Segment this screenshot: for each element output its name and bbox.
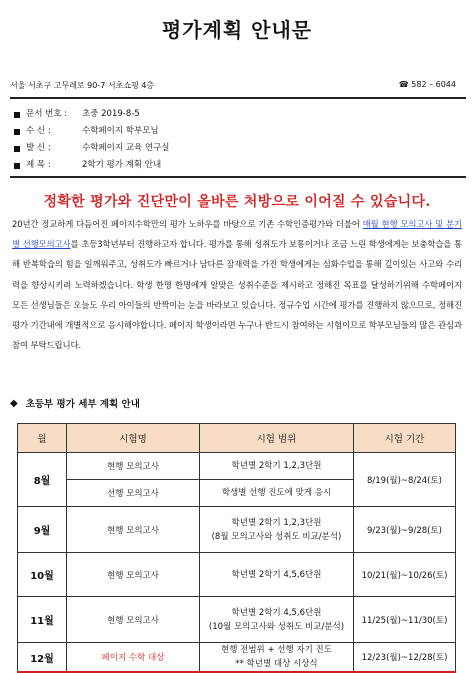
range-line: 학생별 선행 진도에 맞게 응시 [221, 488, 332, 498]
exam-name-cell: 선행 모의고사 [67, 480, 200, 507]
month-cell: 12월 [18, 643, 67, 673]
intro-paragraph [12, 214, 462, 355]
exam-range-cell [200, 480, 354, 507]
headline: 정확한 평가와 진단만이 올바른 처방으로 이어질 수 있습니다. [43, 194, 431, 210]
meta-key: 발 신 : [26, 143, 51, 153]
top-divider [10, 97, 466, 99]
range-line: ** 학년별 대상 시상식 [235, 659, 318, 669]
bullet-square-icon [14, 112, 20, 118]
exam-range-cell [200, 553, 354, 597]
range-line: 학년별 2학기 4,5,6단원 [231, 569, 322, 580]
meta-key: 문서 번호 : [26, 109, 68, 119]
month-cell: 8월 [18, 453, 67, 507]
exam-name-cell: 현행 모의고사 [67, 597, 200, 643]
meta-value: 2학기 평가 계획 안내 [82, 160, 162, 170]
phone-number: ☎ 582 – 6044 [398, 80, 456, 89]
range-line: (8월 모의고사와 성취도 비교/분석) [211, 531, 342, 542]
table-row [18, 507, 456, 553]
range-line: (10월 모의고사와 성취도 비교/분석) [208, 621, 345, 632]
exam-name-cell: 현행 모의고사 [67, 507, 200, 553]
meta-row-subject [14, 157, 170, 174]
header-exam-period: 시험 기간 [354, 424, 456, 453]
paragraph-text-1: 20년간 정교하게 다듬어진 페이지수학만의 평가 노하우를 바탕으로 기존 수학인증평가와 더불어 [12, 219, 363, 229]
exam-range-cell [200, 597, 354, 643]
table-row [18, 453, 456, 480]
meta-divider [10, 176, 466, 178]
month-cell: 10월 [18, 553, 67, 597]
exam-period-cell: 8/19(월)~8/24(토) [354, 453, 456, 507]
exam-range-cell [200, 453, 354, 480]
bullet-square-icon [14, 129, 20, 135]
header-exam-range: 시험 범위 [200, 424, 354, 453]
exam-schedule-link[interactable]: 매월 현행 모의고사 및 분기별 선행모의고사 [12, 219, 462, 250]
address-text: 서울 서초구 고무래로 90-7 서초쇼핑 4층 [10, 81, 155, 90]
meta-row-recipient [14, 123, 170, 140]
address-bar [10, 80, 466, 94]
exam-range-cell [200, 643, 354, 673]
header-month: 월 [18, 424, 67, 453]
range-line: 현행 전범위 + 선행 자기 진도 [221, 645, 332, 655]
table-row [18, 553, 456, 597]
bullet-square-icon [14, 146, 20, 152]
meta-value: 초중 2019-8-5 [82, 109, 140, 119]
exam-schedule-table [17, 423, 456, 673]
range-line: 학년별 2학기 1,2,3단원 [231, 461, 322, 471]
meta-key: 제 목 : [26, 160, 51, 170]
exam-name-cell: 현행 모의고사 [67, 553, 200, 597]
exam-name-cell: 현행 모의고사 [67, 453, 200, 480]
table-header-row [18, 424, 456, 453]
range-line: 학년별 2학기 4,5,6단원 [231, 607, 322, 618]
table-row [18, 597, 456, 643]
month-cell: 11월 [18, 597, 67, 643]
exam-period-cell: 9/23(월)~9/28(토) [354, 507, 456, 553]
exam-range-cell [200, 507, 354, 553]
meta-key: 수 신 : [26, 126, 51, 136]
bullet-square-icon [14, 163, 20, 169]
table-row [18, 643, 456, 673]
section-heading [10, 396, 140, 410]
document-title: 평가계획 안내문 [161, 18, 313, 42]
meta-row-doc-number [14, 106, 170, 123]
exam-name-cell: 페이지 수학 대상 [67, 643, 200, 673]
month-cell: 9월 [18, 507, 67, 553]
paragraph-text-2: 를 초등3학년부터 진행하고자 합니다. 평가를 통해 성취도가 보통이거나 조금 느린 학생에게는 보충학습을 통해 반복학습의 힘을 일깨워주고, 성취도가 빠르거나 남다른 잠재력을 가진 학생에게는 심화수업을 통해 깊이있는 사고와 수리력을 향상시키려 노력하겠습니다. 학생 한명 한명에게 알맞은 성취수준을 제시하고 정해진 목표를 달성하기위해 수학페이지 모든 선생님들은 오늘도 우리 아이들의 반짝이는 눈을 바라보고 있습니다. 정규수업 시간에 평가를 진행하지 않으므로, 정해진 평가 기간내에 개별적으로 응시해야합니다. 페이지 학생이라면 누구나 반드시 참여하는 시험이므로 학부모님들의 많은 관심과 참여 부탁드립니다. [12, 239, 462, 351]
exam-period-cell: 12/23(월)~12/28(토) [354, 643, 456, 673]
section-title: 초등부 평가 세부 계획 안내 [25, 399, 140, 410]
diamond-bullet-icon: ◆ [10, 397, 18, 409]
meta-value: 수학페이지 교육 연구실 [82, 143, 170, 153]
range-line: 학년별 2학기 1,2,3단원 [231, 517, 322, 528]
exam-period-cell: 10/21(월)~10/26(토) [354, 553, 456, 597]
exam-period-cell: 11/25(월)~11/30(토) [354, 597, 456, 643]
header-exam-name: 시험명 [67, 424, 200, 453]
meta-value: 수학페이지 학부모님 [82, 126, 159, 136]
document-meta [14, 106, 170, 174]
meta-row-sender [14, 140, 170, 157]
